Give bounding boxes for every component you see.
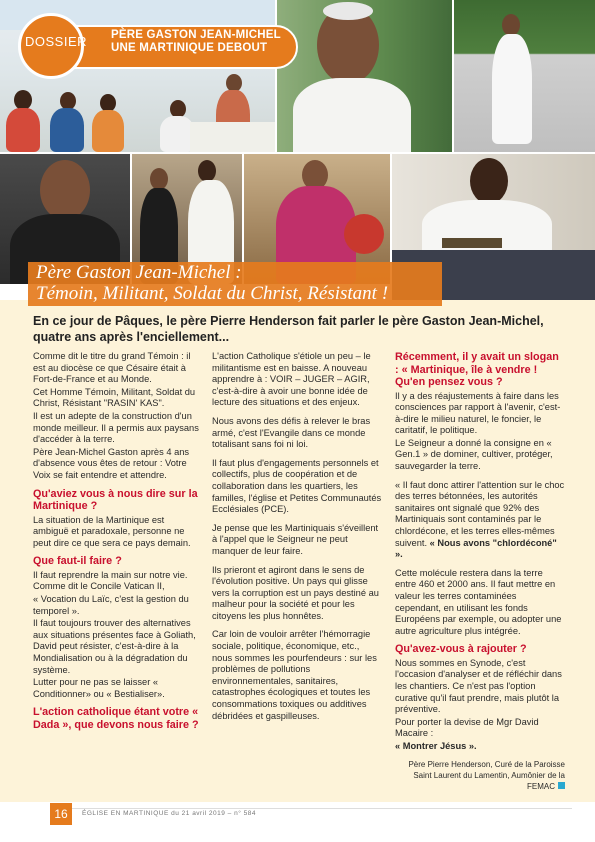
signature-line1: Père Pierre Henderson, Curé de la Paroisse <box>408 759 565 769</box>
paragraph: L'action Catholique s'étiole un peu – le militantisme est en baisse. A nouveau apprendre à : VOIR – JUGER – AGIR, c'est-à-dire à avoir une bonne idée de lecture des situations et des enjeux. <box>212 351 371 408</box>
headline-line2: Témoin, Militant, Soldat du Christ, Résistant ! <box>36 283 389 304</box>
paragraph: « Vocation du Laïc, c'est la gestion du temporel ». <box>33 594 189 616</box>
footer-publication: ÉGLISE EN MARTINIQUE du 21 avril 2019 – n° 584 <box>82 810 256 817</box>
banner-title <box>111 29 281 55</box>
headline-bar <box>28 262 442 306</box>
section-label: DOSSIER <box>25 34 88 49</box>
question-heading: Qu'avez-vous à rajouter ? <box>395 643 527 656</box>
question-heading: Récemment, il y avait un slogan : « Martinique, île à vendre ! Qu'en pensez vous ? <box>395 351 559 388</box>
paragraph: Nous sommes en Synode, c'est l'occasion d'analyser et de réfléchir dans les chantiers. Ce n'est pas l'option curative qu'il faut prendre, mais plutôt la préventive. <box>395 657 562 715</box>
paragraph: Cet Homme Témoin, Militant, Soldat du Christ, Résistant "RASIN' KAS". <box>33 386 196 409</box>
paragraph: Il faut plus d'engagements personnels et collectifs, plus de coopération et de collaboration dans les quartiers, les familles, l'église et Petites Communautés Ecclésiales (PCE). <box>212 457 382 515</box>
paragraph: Il faut toujours trouver des alternatives aux situations présentes face à Goliath, David peut résister, c'est-à-dire à la Mondialisation ou à la dégradation du système. <box>33 618 196 675</box>
paragraph <box>395 480 565 561</box>
dossier-banner <box>18 23 298 71</box>
footer-rule <box>72 808 572 809</box>
paragraph: Le Seigneur a donné la consigne en « Gen.1 » de dominer, cultiver, protéger, sauvegarder la terre. <box>395 437 553 472</box>
headline-line1: Père Gaston Jean-Michel : <box>36 262 242 283</box>
paragraph: La situation de la Martinique est ambiguë et paradoxale, personne ne peut dire ce que sera ce pays demain. <box>33 514 191 548</box>
paragraph: Ils prieront et agiront dans le sens de l'évolution positive. Un pays qui glisse vers la corruption est un pays destiné au malheur pour la société et pour les citoyens les plus honnêtes. <box>212 564 379 621</box>
question-heading: Que faut-il faire ? <box>33 555 122 568</box>
article-column-3 <box>395 351 565 792</box>
article-intro: En ce jour de Pâques, le père Pierre Henderson fait parler le père Gaston Jean-Michel, quatre ans après l'enciellement... <box>33 314 544 344</box>
paragraph: Père Jean-Michel Gaston après 4 ans d'absence vous êtes de retour : Votre Voix se fait entendre et attendre. <box>33 446 190 480</box>
author-signature <box>395 759 565 792</box>
paragraph: Lutter pour ne pas se laisser « Conditionner» ou « Bestialiser». <box>33 677 165 699</box>
paragraph: Cette molécule restera dans la terre entre 460 et 2000 ans. Il faut mettre en valeur les terres contaminées cependant, en utilisant les fonds Européens par exemple, ou adopter une autre agriculture plus intégrée. <box>395 567 562 636</box>
quote-text: « Il faut donc attirer l'attention sur le choc des terres bétonnées, les autorités sanitaires ont signalé que 92% des Martiniquais sont contaminés par le chlordécone, et les terres elles-mêmes suivent. <box>395 479 565 548</box>
signature-line2: Saint Laurent du Lamentin, Aumônier de la FEMAC <box>413 770 565 791</box>
paragraph: Car loin de vouloir arrêter l'hémorragie sociale, politique, économique, etc., nous sommes les pourfendeurs : sur les problèmes de pollutions environnementales, sanitaires, catastrophes écologiques et toutes les consommations toxiques ou additives débridées et gaspilleuses. <box>212 629 377 721</box>
photo-portrait-elder <box>277 0 452 152</box>
article-column-1 <box>33 351 201 733</box>
paragraph: Je pense que les Martiniquais s'éveillent à l'appel que le Seigneur ne peut manquer de leur faire. <box>212 522 379 556</box>
article-column-2 <box>212 351 382 723</box>
question-heading: L'action catholique étant votre « Dada », que devons nous faire ? <box>33 706 199 731</box>
paragraph: Il est un adepte de la construction d'un monde meilleur. Il a permis aux paysans d'accéder à la terre. <box>33 410 199 445</box>
motto: « Montrer Jésus ». <box>395 741 477 752</box>
paragraph: Il y a des réajustements à faire dans les consciences par rapport à l'avenir, c'est-à-dire le milieu naturel, le foncier, le caritatif, le politique. <box>395 390 561 436</box>
end-square-icon <box>558 782 565 789</box>
banner-title-line2: UNE MARTINIQUE DEBOUT <box>111 42 268 54</box>
paragraph: Pour porter la devise de Mgr David Macaire : <box>395 716 539 739</box>
banner-title-line1: PÈRE GASTON JEAN-MICHEL <box>111 29 281 41</box>
paragraph: Comme dit le titre du grand Témoin : il est au diocèse ce que Césaire était à Fort-de-France et au Monde. <box>33 351 191 385</box>
paragraph: Nous avons des défis à relever le bras armé, c'est l'Evangile dans ce monde totalisant sans foi ni loi. <box>212 415 371 450</box>
paragraph: Il faut reprendre la main sur notre vie. Comme dit le Concile Vatican II, <box>33 569 188 592</box>
question-heading: Qu'aviez vous à nous dire sur la Martinique ? <box>33 487 198 513</box>
page-number: 16 <box>50 803 72 825</box>
quote-emphasis: « Nous avons "chlordéconé" ». <box>395 537 557 560</box>
photo-priest-garden <box>454 0 595 152</box>
